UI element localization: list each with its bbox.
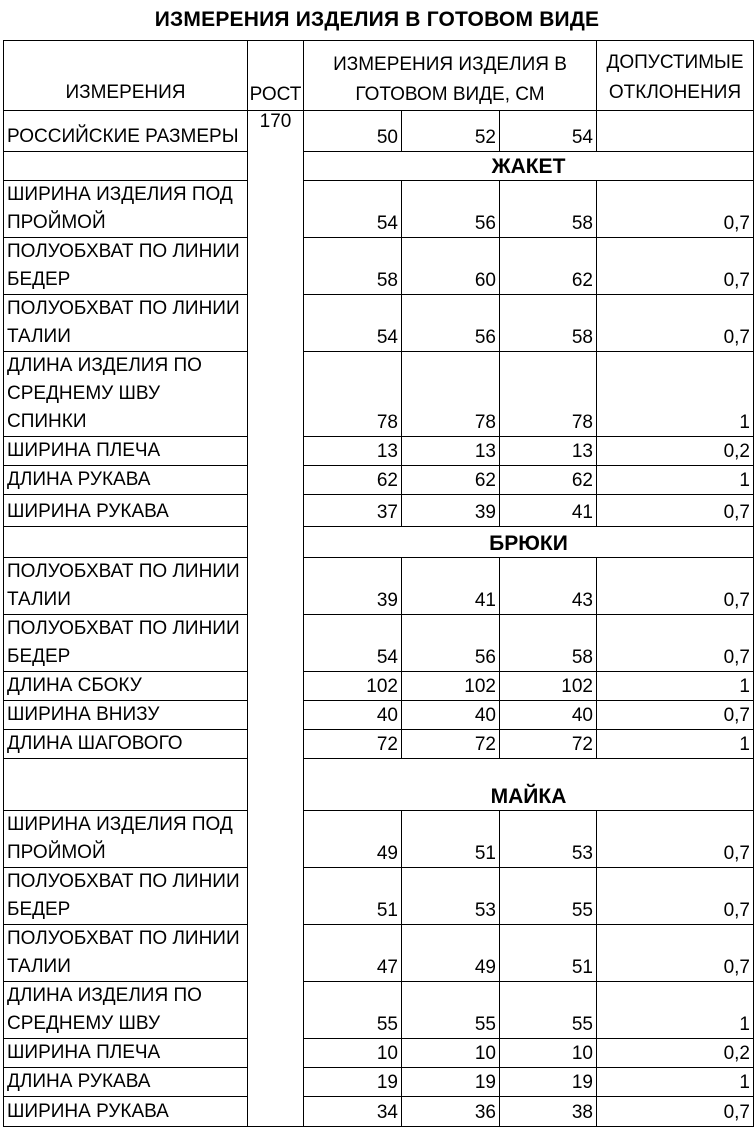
- header-row: [4, 41, 754, 111]
- row-value: 62: [500, 238, 597, 295]
- row-tolerance: 1: [597, 982, 754, 1039]
- row-value: 41: [402, 558, 500, 615]
- row-value: 19: [304, 1068, 402, 1097]
- row-label: ДЛИНА РУКАВА: [4, 466, 248, 495]
- row-tolerance: 0,7: [597, 868, 754, 925]
- row-value: 58: [500, 295, 597, 352]
- row-value: 55: [500, 868, 597, 925]
- row-tolerance: 0,2: [597, 437, 754, 466]
- row-label: ДЛИНА РУКАВА: [4, 1068, 248, 1097]
- row-value: 78: [304, 352, 402, 437]
- row-label: ПОЛУОБХВАТ ПО ЛИНИИ ТАЛИИ: [4, 558, 248, 615]
- row-tolerance: 0,7: [597, 1097, 754, 1127]
- header-finished-measurements: ИЗМЕРЕНИЯ ИЗДЕЛИЯ В ГОТОВОМ ВИДЕ, СМ: [304, 41, 597, 111]
- row-tolerance: 0,7: [597, 238, 754, 295]
- row-tolerance: 1: [597, 1068, 754, 1097]
- sizes-row-tolerance-blank: [597, 111, 754, 152]
- table-row: [4, 1039, 754, 1068]
- row-value: 58: [500, 181, 597, 238]
- row-tolerance: 0,7: [597, 495, 754, 527]
- row-value: 47: [304, 925, 402, 982]
- row-label: ШИРИНА ПЛЕЧА: [4, 437, 248, 466]
- section-title: МАЙКА: [304, 759, 754, 811]
- section-row: [4, 152, 754, 181]
- row-label: ДЛИНА ИЗДЕЛИЯ ПО СРЕДНЕМУ ШВУ: [4, 982, 248, 1039]
- row-label: ШИРИНА ИЗДЕЛИЯ ПОД ПРОЙМОЙ: [4, 181, 248, 238]
- table-row: [4, 811, 754, 868]
- row-value: 19: [402, 1068, 500, 1097]
- row-value: 10: [402, 1039, 500, 1068]
- row-value: 37: [304, 495, 402, 527]
- row-label: ПОЛУОБХВАТ ПО ЛИНИИ ТАЛИИ: [4, 925, 248, 982]
- row-label: ШИРИНА ИЗДЕЛИЯ ПОД ПРОЙМОЙ: [4, 811, 248, 868]
- row-value: 51: [402, 811, 500, 868]
- table-row: [4, 437, 754, 466]
- row-tolerance: 1: [597, 466, 754, 495]
- row-value: 39: [304, 558, 402, 615]
- sizes-row-label: РОССИЙСКИЕ РАЗМЕРЫ: [4, 111, 248, 152]
- row-tolerance: 1: [597, 352, 754, 437]
- section-title: ЖАКЕТ: [304, 152, 754, 181]
- row-value: 40: [500, 701, 597, 730]
- sizes-row: [4, 111, 754, 152]
- row-value: 55: [402, 982, 500, 1039]
- row-tolerance: 0,7: [597, 811, 754, 868]
- row-tolerance: 0,7: [597, 558, 754, 615]
- table-row: [4, 238, 754, 295]
- row-value: 62: [304, 466, 402, 495]
- row-label: ШИРИНА РУКАВА: [4, 1097, 248, 1127]
- row-tolerance: 1: [597, 672, 754, 701]
- row-value: 62: [500, 466, 597, 495]
- table-row: [4, 925, 754, 982]
- section-label-blank: [4, 527, 248, 558]
- row-tolerance: 0,7: [597, 925, 754, 982]
- row-value: 43: [500, 558, 597, 615]
- row-value: 13: [500, 437, 597, 466]
- row-tolerance: 0,7: [597, 295, 754, 352]
- row-value: 19: [500, 1068, 597, 1097]
- row-value: 13: [402, 437, 500, 466]
- row-value: 54: [304, 181, 402, 238]
- section-row: [4, 527, 754, 558]
- table-row: [4, 1097, 754, 1127]
- row-value: 40: [402, 701, 500, 730]
- row-tolerance: 0,7: [597, 615, 754, 672]
- row-label: ПОЛУОБХВАТ ПО ЛИНИИ БЕДЕР: [4, 615, 248, 672]
- size-52: 52: [402, 111, 500, 152]
- row-value: 53: [402, 868, 500, 925]
- row-value: 53: [500, 811, 597, 868]
- row-value: 56: [402, 181, 500, 238]
- row-value: 55: [500, 982, 597, 1039]
- table-row: [4, 295, 754, 352]
- row-value: 49: [402, 925, 500, 982]
- row-value: 34: [304, 1097, 402, 1127]
- table-row: [4, 466, 754, 495]
- table-row: [4, 352, 754, 437]
- page-title: ИЗМЕРЕНИЯ ИЗДЕЛИЯ В ГОТОВОМ ВИДЕ: [154, 8, 600, 31]
- height-value: 170: [248, 111, 304, 1127]
- row-value: 51: [304, 868, 402, 925]
- row-label: ШИРИНА ПЛЕЧА: [4, 1039, 248, 1068]
- table-row: [4, 181, 754, 238]
- row-value: 39: [402, 495, 500, 527]
- row-value: 60: [402, 238, 500, 295]
- row-value: 58: [500, 615, 597, 672]
- row-value: 49: [304, 811, 402, 868]
- table-row: [4, 701, 754, 730]
- measurement-table: [3, 40, 754, 1127]
- table-row: [4, 558, 754, 615]
- measurement-table-wrapper: [3, 40, 754, 1127]
- size-54: 54: [500, 111, 597, 152]
- header-height: РОСТ: [248, 41, 304, 111]
- row-value: 102: [402, 672, 500, 701]
- row-value: 51: [500, 925, 597, 982]
- row-value: 41: [500, 495, 597, 527]
- table-row: [4, 615, 754, 672]
- row-value: 56: [402, 295, 500, 352]
- row-value: 38: [500, 1097, 597, 1127]
- row-value: 78: [500, 352, 597, 437]
- row-value: 72: [402, 730, 500, 759]
- row-tolerance: 1: [597, 730, 754, 759]
- row-value: 13: [304, 437, 402, 466]
- table-row: [4, 1068, 754, 1097]
- row-value: 102: [500, 672, 597, 701]
- row-value: 54: [304, 615, 402, 672]
- row-label: ПОЛУОБХВАТ ПО ЛИНИИ ТАЛИИ: [4, 295, 248, 352]
- row-value: 36: [402, 1097, 500, 1127]
- section-row: [4, 759, 754, 811]
- row-label: ДЛИНА ШАГОВОГО: [4, 730, 248, 759]
- row-value: 54: [304, 295, 402, 352]
- header-tolerance: ДОПУСТИМЫЕ ОТКЛОНЕНИЯ: [597, 41, 754, 111]
- row-label: ДЛИНА ИЗДЕЛИЯ ПО СРЕДНЕМУ ШВУ СПИНКИ: [4, 352, 248, 437]
- row-tolerance: 0,7: [597, 701, 754, 730]
- table-row: [4, 982, 754, 1039]
- section-label-blank: [4, 759, 248, 811]
- header-measurements: ИЗМЕРЕНИЯ: [4, 41, 248, 111]
- row-value: 58: [304, 238, 402, 295]
- row-value: 78: [402, 352, 500, 437]
- row-tolerance: 0,7: [597, 181, 754, 238]
- row-value: 40: [304, 701, 402, 730]
- table-row: [4, 730, 754, 759]
- section-title: БРЮКИ: [304, 527, 754, 558]
- row-label: ПОЛУОБХВАТ ПО ЛИНИИ БЕДЕР: [4, 238, 248, 295]
- row-value: 72: [304, 730, 402, 759]
- row-value: 10: [304, 1039, 402, 1068]
- size-50: 50: [304, 111, 402, 152]
- table-row: [4, 868, 754, 925]
- row-value: 102: [304, 672, 402, 701]
- table-row: [4, 672, 754, 701]
- section-label-blank: [4, 152, 248, 181]
- row-label: ШИРИНА РУКАВА: [4, 495, 248, 527]
- row-tolerance: 0,2: [597, 1039, 754, 1068]
- row-value: 62: [402, 466, 500, 495]
- table-row: [4, 495, 754, 527]
- row-label: ПОЛУОБХВАТ ПО ЛИНИИ БЕДЕР: [4, 868, 248, 925]
- row-value: 56: [402, 615, 500, 672]
- row-value: 55: [304, 982, 402, 1039]
- row-label: ШИРИНА ВНИЗУ: [4, 701, 248, 730]
- row-value: 72: [500, 730, 597, 759]
- row-value: 10: [500, 1039, 597, 1068]
- row-label: ДЛИНА СБОКУ: [4, 672, 248, 701]
